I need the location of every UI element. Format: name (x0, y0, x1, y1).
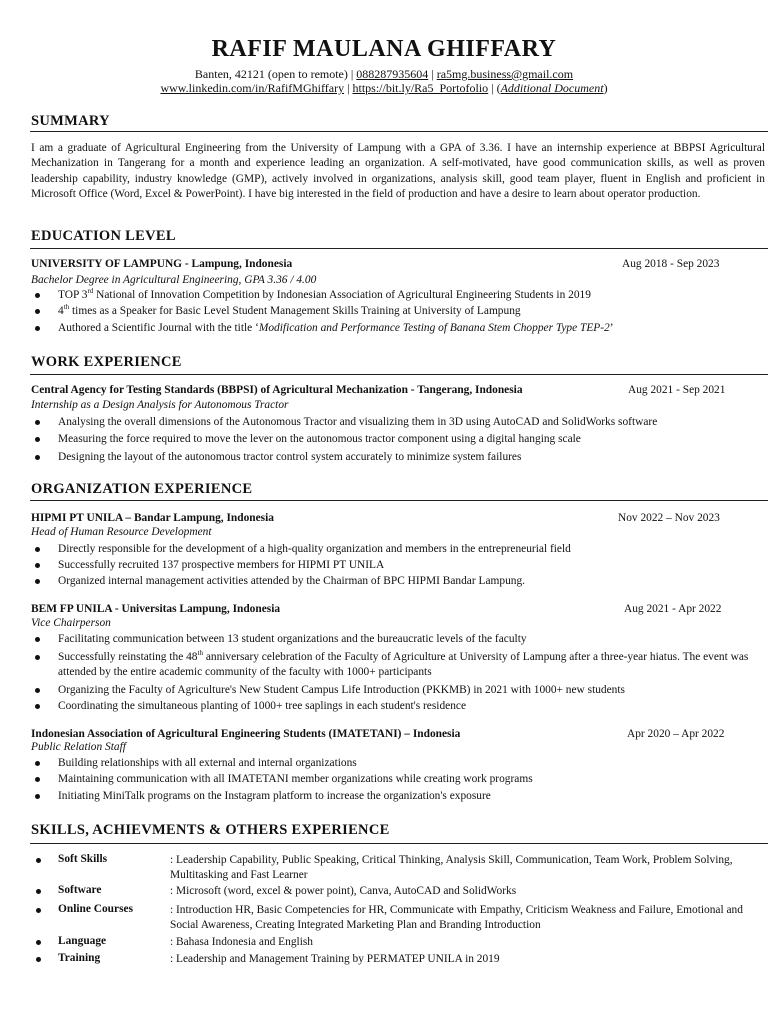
work-date: Aug 2021 - Sep 2021 (628, 384, 726, 396)
organization-role: Vice Chairperson (31, 617, 111, 629)
list-item-text: Coordinating the simultaneous planting of 1000+ tree saplings in each student's residence (58, 700, 467, 712)
list-item (31, 574, 761, 589)
bullet-icon (35, 420, 40, 425)
skill-value: : Leadership and Management Training by PERMATEP UNILA in 2019 (170, 953, 500, 965)
bullet-icon (35, 777, 40, 782)
bullet-icon (35, 309, 40, 314)
list-item (31, 432, 761, 447)
bullet-icon (35, 637, 40, 642)
section-title-education: EDUCATION LEVEL (31, 228, 176, 244)
skill-value: : Introduction HR, Basic Competencies for HR, Communicate with Empathy, Criticism Weakness and Failure, Emotional and Social Awareness, Creating Integrated Marketing Plan and Branding Introduction (170, 904, 743, 931)
list-item (31, 304, 761, 319)
work-role: Internship as a Design Analysis for Autonomous Tractor (31, 399, 289, 411)
linkedin-link[interactable]: www.linkedin.com/in/RafifMGhiffary (160, 81, 345, 95)
list-item (31, 288, 761, 303)
skill-value: : Bahasa Indonesia and English (170, 936, 313, 948)
section-title-work: WORK EXPERIENCE (31, 354, 182, 370)
list-item (31, 756, 761, 771)
bullet-icon (35, 794, 40, 799)
list-item-text: Successfully recruited 137 prospective members for HIPMI PT UNILA (58, 559, 385, 571)
section-divider (30, 500, 768, 501)
bullet-icon (35, 563, 40, 568)
list-item (31, 632, 761, 647)
list-item (31, 683, 761, 698)
bullet-icon (35, 655, 40, 660)
list-item-text: Organized internal management activities attended by the Chairman of BPC HIPMI Bandar Lampung. (58, 575, 525, 587)
separator: | (350, 67, 354, 81)
list-item (31, 450, 761, 465)
section-divider (30, 131, 768, 132)
portfolio-link[interactable]: https://bit.ly/Ra5_Portofolio (352, 81, 489, 95)
candidate-name: RAFIF MAULANA GHIFFARY (211, 36, 557, 62)
bullet-icon (36, 940, 41, 945)
list-item (31, 415, 761, 430)
skill-value: : Leadership Capability, Public Speaking, Critical Thinking, Analysis Skill, Communication, Team Work, Problem Solving, Multitasking and Fast Learner (170, 854, 733, 881)
bullet-icon (35, 293, 40, 298)
bullet-icon (35, 455, 40, 460)
organization-date: Nov 2022 – Nov 2023 (618, 512, 720, 524)
list-item-text: Designing the layout of the autonomous tractor control system accurately to minimize system failures (58, 451, 522, 463)
organization-name: BEM FP UNILA - Universitas Lampung, Indonesia (31, 603, 281, 615)
summary-text: I am a graduate of Agricultural Engineering from the University of Lampung with a GPA of 3.36. I have an internship experience at BBPSI Agricultural Mechanization in Tangerang for a month and experience leading an organization. A self-motivated, have good communication skills, as well as proven leadership capability, industry knowledge (GMP), actively involved in organizations, analysis skill, good team player, fluent in English and proficient in Microsoft Office (Word, Excel & PowerPoint). I have big interested in the field of production and have a desire to learn about operator production. (31, 142, 765, 200)
section-divider (30, 248, 768, 249)
list-item (31, 789, 761, 804)
section-title-organization: ORGANIZATION EXPERIENCE (31, 481, 253, 497)
section-title-summary: SUMMARY (31, 113, 110, 129)
separator: | (347, 81, 350, 95)
bullet-icon (35, 437, 40, 442)
list-item-text: Maintaining communication with all IMATETANI member organizations while creating work programs (58, 773, 533, 785)
section-title-skills: SKILLS, ACHIEVMENTS & OTHERS EXPERIENCE (31, 822, 390, 838)
list-item (31, 542, 761, 557)
bullet-icon (36, 908, 41, 913)
skill-label: Language (58, 935, 107, 947)
list-item-text: Measuring the force required to move the lever on the autonomous tractor component using a digital hanging scale (58, 433, 581, 445)
education-degree: Bachelor Degree in Agricultural Engineering, GPA 3.36 / 4.00 (31, 274, 317, 286)
list-item-text: Initiating MiniTalk programs on the Instagram platform to increase the organization's exposure (58, 790, 491, 802)
list-item-text: TOP 3rd National of Innovation Competition by Indonesian Association of Agricultural Engineering Students in 2019 (58, 287, 591, 301)
organization-date: Apr 2020 – Apr 2022 (627, 728, 725, 740)
location-text: Banten, 42121 (open to remote) (194, 67, 348, 81)
organization-role: Public Relation Staff (31, 741, 126, 753)
list-item (31, 772, 761, 787)
list-item-text: Successfully reinstating the 48th anniversary celebration of the Faculty of Agriculture at University of Lampung after a three-year hiatus. The event was attended by the entire academic community of the faculty with 1000+ participants (58, 649, 749, 678)
skill-value: : Microsoft (word, excel & power point), Canva, AutoCAD and SolidWorks (170, 885, 517, 897)
bullet-icon (35, 579, 40, 584)
email-link[interactable]: ra5mg.business@gmail.com (436, 67, 574, 81)
list-item-text: Building relationships with all external and internal organizations (58, 757, 357, 769)
bullet-icon (35, 326, 40, 331)
separator: | (491, 81, 494, 95)
organization-role: Head of Human Resource Development (31, 526, 212, 538)
separator: | (431, 67, 434, 81)
bullet-icon (35, 688, 40, 693)
bullet-icon (35, 547, 40, 552)
additional-document-wrapper: (Additional Document) (496, 81, 608, 95)
contact-line-2 (0, 81, 768, 95)
list-item (31, 650, 761, 680)
skill-label: Software (58, 884, 102, 896)
list-item-text: Directly responsible for the development of a high-quality organization and members in the entrepreneurial field (58, 543, 571, 555)
bullet-icon (36, 957, 41, 962)
list-item-text: 4th times as a Speaker for Basic Level Student Management Skills Training at University of Lampung (58, 303, 521, 317)
list-item-text: Facilitating communication between 13 student organizations and the bureaucratic levels of the faculty (58, 633, 527, 645)
phone-link[interactable]: 088287935604 (356, 67, 429, 81)
list-item-text: Organizing the Faculty of Agriculture's New Student Campus Life Introduction (PKKMB) in 2021 with 1000+ new students (58, 684, 625, 696)
bullet-icon (35, 704, 40, 709)
skill-label: Soft Skills (58, 853, 108, 865)
additional-document-link[interactable]: Additional Document (500, 81, 604, 95)
list-item (31, 558, 761, 573)
bullet-icon (35, 761, 40, 766)
organization-name: HIPMI PT UNILA – Bandar Lampung, Indonesia (31, 512, 274, 524)
section-divider (30, 374, 768, 375)
work-organization: Central Agency for Testing Standards (BBPSI) of Agricultural Mechanization - Tangerang, Indonesia (31, 384, 523, 396)
bullet-icon (36, 858, 41, 863)
section-divider (30, 843, 768, 844)
list-item (31, 321, 761, 336)
organization-name: Indonesian Association of Agricultural Engineering Students (IMATETANI) – Indonesia (31, 728, 461, 740)
list-item (31, 699, 761, 714)
education-institution: UNIVERSITY OF LAMPUNG - Lampung, Indonesia (31, 258, 293, 270)
education-date: Aug 2018 - Sep 2023 (622, 258, 720, 270)
organization-date: Aug 2021 - Apr 2022 (624, 603, 722, 615)
list-item-text: Analysing the overall dimensions of the Autonomous Tractor and visualizing them in 3D using AutoCAD and SolidWorks software (58, 416, 658, 428)
skill-label: Training (58, 952, 101, 964)
bullet-icon (36, 889, 41, 894)
contact-line-1 (0, 67, 768, 81)
skill-label: Online Courses (58, 903, 133, 915)
list-item-text: Authored a Scientific Journal with the title ‘Modification and Performance Testing of Banana Stem Chopper Type TEP-2’ (58, 322, 614, 334)
